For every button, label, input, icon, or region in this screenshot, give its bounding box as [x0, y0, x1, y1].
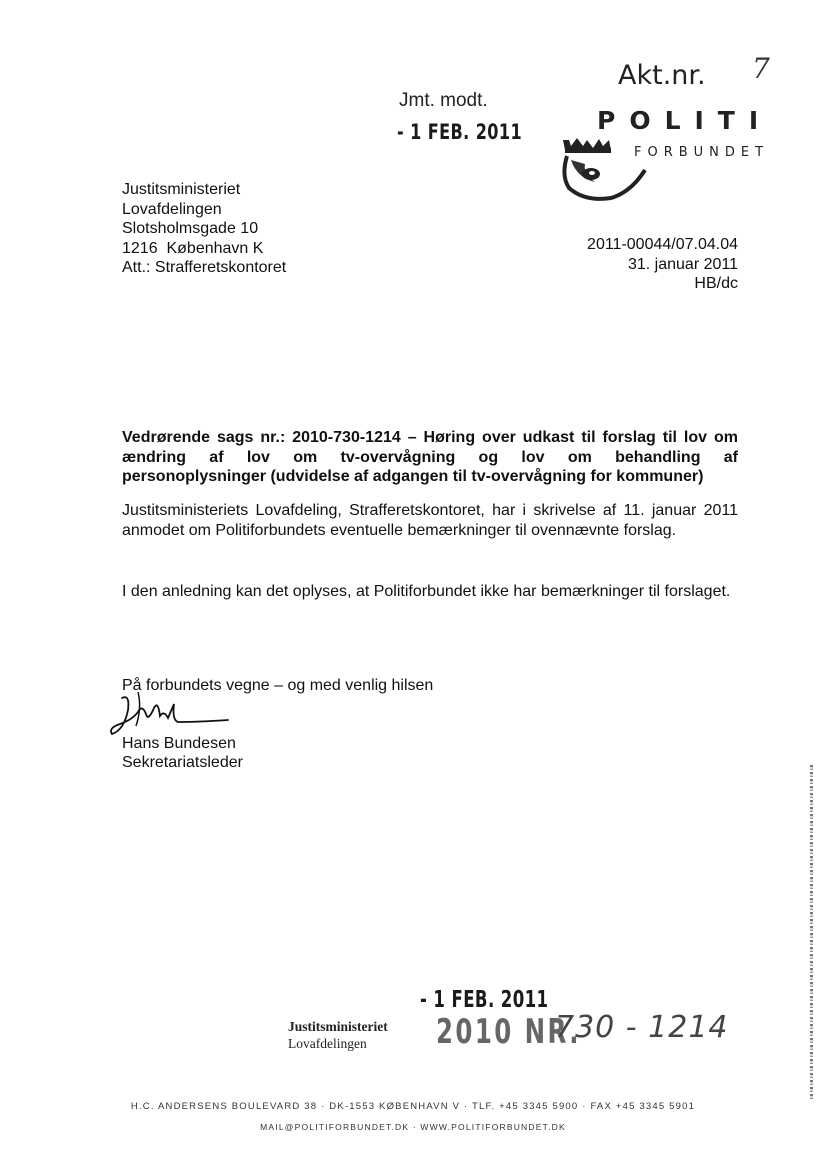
- subject-line: ændring af lov om tv-overvågning og lov om behandling af: [122, 448, 738, 466]
- recipient-line: Justitsministeriet: [122, 181, 241, 198]
- case-number: 2011-00044/07.04.04: [587, 236, 738, 253]
- footer-contact: MAIL@POLITIFORBUNDET.DK · WWW.POLITIFORBUNDET.DK: [260, 1122, 566, 1132]
- footer-address: H.C. ANDERSENS BOULEVARD 38 · DK-1553 KØBENHAVN V · TLF. +45 3345 5900 · FAX +45 3345 5901: [130, 1101, 696, 1112]
- receipt-number-handwritten: 730 - 1214: [555, 1010, 729, 1045]
- logo-wordmark: POLITI: [597, 106, 773, 135]
- receipt-dept: [288, 1018, 388, 1052]
- receipt-dept-line: Justitsministeriet: [288, 1019, 388, 1034]
- receipt-number-printed: 2010 NR.: [436, 1012, 581, 1052]
- body-paragraph-1: Justitsministeriets Lovafdeling, Strafferetskontoret, har i skrivelse af 11. januar 2011 anmodet om Politiforbundets eventuelle bemærkninger til ovennævnte forslag.: [122, 502, 738, 539]
- signatory-name: Hans Bundesen: [122, 735, 236, 752]
- received-date-stamp: - 1 FEB. 2011: [397, 120, 523, 144]
- recipient-line: Slotsholmsgade 10: [122, 220, 259, 237]
- initials: HB/dc: [694, 275, 738, 292]
- scan-edge-artifact: [810, 765, 813, 1100]
- subject-line: Vedrørende sags nr.: 2010-730-1214 – Høring over udkast til forslag til lov om: [122, 429, 738, 446]
- akt-label: Akt.nr.: [618, 60, 706, 91]
- akt-number: 7: [752, 52, 770, 85]
- received-label: Jmt. modt.: [399, 90, 488, 111]
- recipient-line: Att.: Strafferetskontoret: [122, 259, 287, 276]
- politiforbundet-logo: [555, 100, 795, 220]
- letter-date: 31. januar 2011: [627, 255, 738, 273]
- logo-subtitle: FORBUNDET: [634, 145, 770, 160]
- signatory-title: Sekretariatsleder: [122, 754, 243, 771]
- subject-heading: [122, 428, 738, 487]
- recipient-address: [122, 180, 286, 278]
- crown-eye-emblem-icon: [555, 136, 655, 216]
- receipt-dept-line: Lovafdelingen: [288, 1036, 367, 1051]
- subject-line: personoplysninger (udvidelse af adgangen til tv-overvågning for kommuner): [122, 468, 704, 485]
- receipt-date-stamp: - 1 FEB. 2011: [420, 987, 549, 1013]
- reference-block: [587, 235, 738, 294]
- recipient-line: Lovafdelingen: [122, 200, 222, 218]
- recipient-line: 1216 København K: [122, 239, 264, 257]
- body-paragraph-2: I den anledning kan det oplyses, at Politiforbundet ikke har bemærkninger til forslaget.: [122, 583, 731, 600]
- closing-line: På forbundets vegne – og med venlig hilsen: [122, 677, 434, 694]
